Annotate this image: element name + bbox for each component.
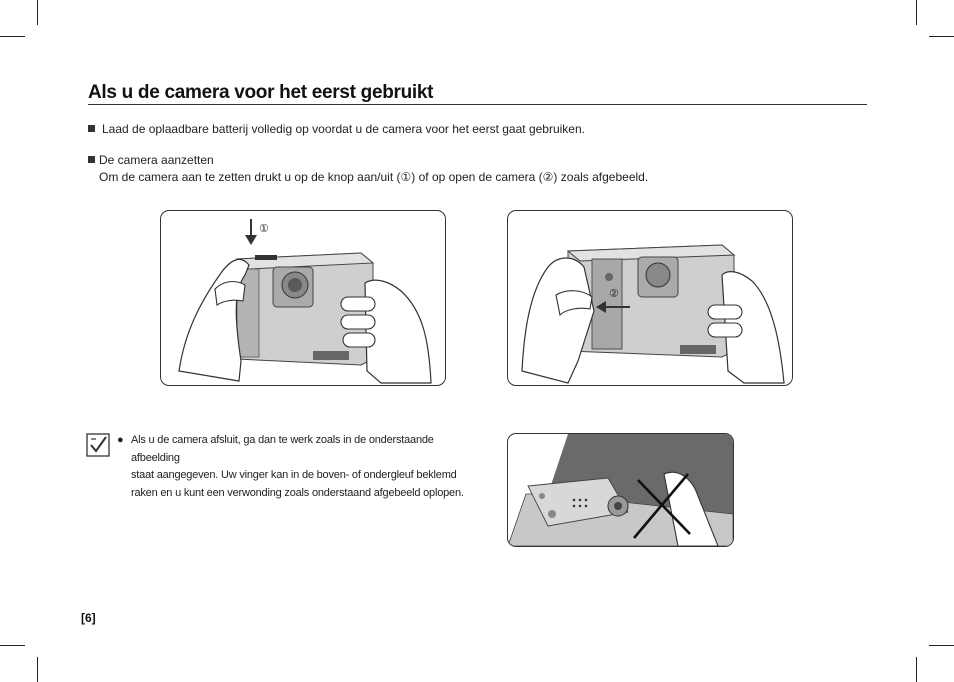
note-bullet: ● bbox=[117, 434, 124, 446]
square-bullet-icon bbox=[88, 156, 95, 163]
figure-open-camera bbox=[507, 210, 793, 386]
figure-warning-closing bbox=[507, 433, 734, 547]
square-bullet-icon bbox=[88, 125, 95, 132]
crop-mark bbox=[0, 645, 25, 646]
note-icon bbox=[86, 433, 110, 457]
crop-mark bbox=[37, 0, 38, 25]
power-text: Om de camera aan te zetten drukt u op de knop aan/uit (①) of op open de camera (②) zoals afgebeeld. bbox=[99, 170, 649, 184]
title-underline bbox=[88, 104, 867, 105]
note-line: raken en u kunt een verwonding zoals onderstaand afgebeeld oplopen. bbox=[131, 486, 464, 499]
crop-mark bbox=[0, 36, 25, 37]
crop-mark bbox=[929, 645, 954, 646]
power-heading: De camera aanzetten bbox=[99, 153, 214, 167]
marker-two: ② bbox=[609, 288, 619, 300]
page-number: [6] bbox=[81, 611, 96, 625]
crop-mark bbox=[916, 657, 917, 682]
note-line: Als u de camera afsluit, ga dan te werk zoals in de onderstaande afbeelding bbox=[131, 434, 434, 464]
crop-mark bbox=[929, 36, 954, 37]
figure-power-button bbox=[160, 210, 446, 386]
marker-one: ① bbox=[259, 223, 269, 235]
crop-mark bbox=[916, 0, 917, 25]
page-title: Als u de camera voor het eerst gebruikt bbox=[88, 82, 434, 103]
battery-bullet bbox=[88, 121, 585, 138]
battery-text: Laad de oplaadbare batterij volledig op voordat u de camera voor het eerst gaat gebruiken. bbox=[102, 122, 585, 136]
power-bullet bbox=[88, 152, 214, 169]
note-line: staat aangegeven. Uw vinger kan in de boven- of ondergleuf beklemd bbox=[131, 469, 457, 481]
note-text bbox=[131, 432, 481, 502]
crop-mark bbox=[37, 657, 38, 682]
